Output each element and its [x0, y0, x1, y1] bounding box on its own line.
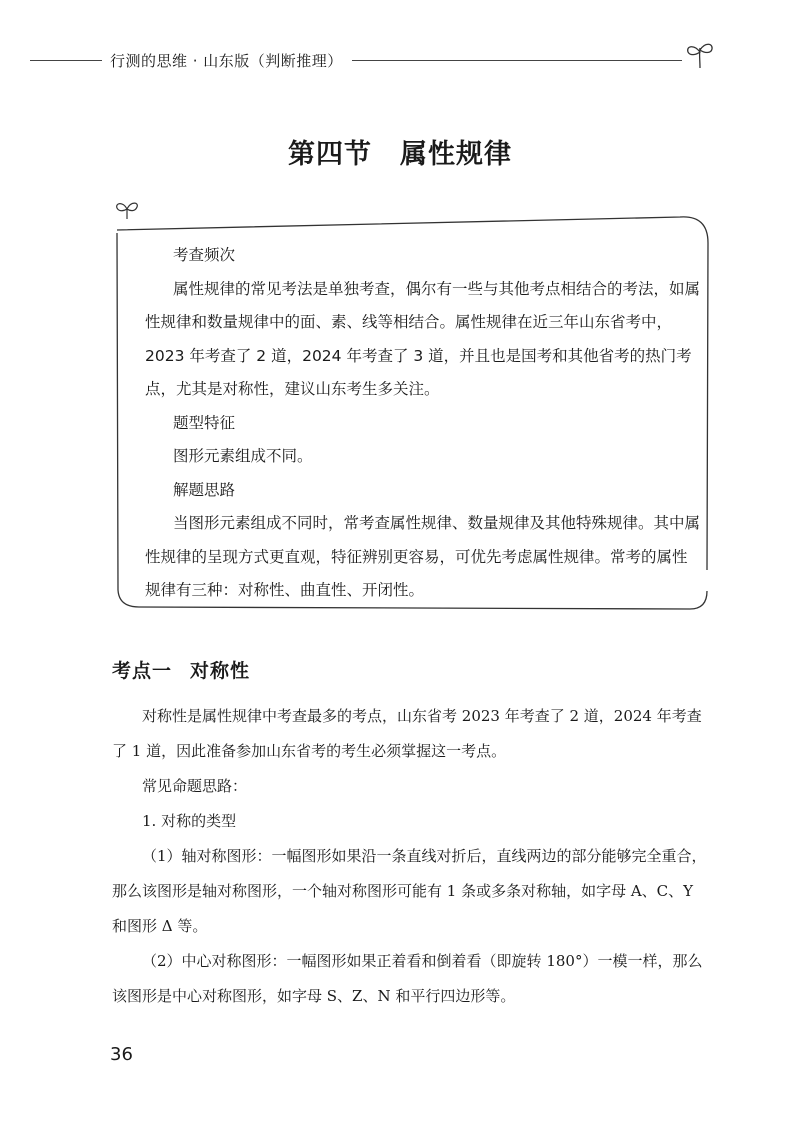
body-paragraph-types: 1. 对称的类型: [142, 812, 237, 830]
section-heading: [112, 656, 250, 683]
chapter-title: 第四节 属性规律: [288, 139, 512, 170]
summary-box-content: [145, 239, 700, 608]
box-heading-features: 题型特征: [173, 413, 236, 432]
box-heading-frequency: 考查频次: [173, 246, 236, 264]
sprout-icon: [117, 203, 138, 219]
body-paragraph-common-ideas: 常见命题思路：: [142, 777, 248, 795]
body-text: [112, 699, 712, 1014]
body-paragraph-axial: （1）轴对称图形：一幅图形如果沿一条直线对折后，直线两边的部分能够完全重合，那么该图形是轴对称图形，一个轴对称图形可能有 1 条或多条对称轴，如字母 A、C、Y 和图形 Δ 等。: [112, 847, 707, 935]
body-paragraph-central: （2）中心对称图形：一幅图形如果正着看和倒着看（即旋转 180°）一模一样，那么该图形是中心对称图形，如字母 S、Z、N 和平行四边形等。: [112, 952, 703, 1005]
running-header: [30, 48, 720, 72]
sprout-icon: [682, 40, 718, 70]
box-paragraph-approach: 当图形元素组成不同时，常考查属性规律、数量规律及其他特殊规律。其中属性规律的呈现方式更直观，特征辨别更容易，可优先考虑属性规律。常考的属性规律有三种：对称性、曲直性、开闭性。: [145, 514, 701, 599]
box-paragraph-frequency: 属性规律的常见考法是单独考查，偶尔有一些与其他考点相结合的考法，如属性规律和数量规律中的面、素、线等相结合。属性规律在近三年山东省考中，2023 年考查了 2 道，2024 年考查了 3 道，并且也是国考和其他省考的热门考点，尤其是对称性，建议山东考生多关注。: [145, 279, 701, 398]
body-paragraph-intro: 对称性是属性规律中考查最多的考点，山东省考 2023 年考查了 2 道，2024 年考查了 1 道，因此准备参加山东省考的考生必须掌握这一考点。: [112, 707, 702, 760]
running-title: 行测的思维 · 山东版（判断推理）: [110, 52, 343, 70]
summary-box: [115, 195, 710, 615]
header-rule-right: [352, 60, 682, 61]
section-title: 对称性: [190, 660, 251, 682]
header-rule-left: [30, 60, 102, 61]
box-paragraph-features: 图形元素组成不同。: [173, 447, 313, 465]
box-heading-approach: 解题思路: [173, 480, 236, 499]
page-number: 36: [110, 1044, 133, 1065]
section-label: 考点一: [112, 660, 173, 682]
